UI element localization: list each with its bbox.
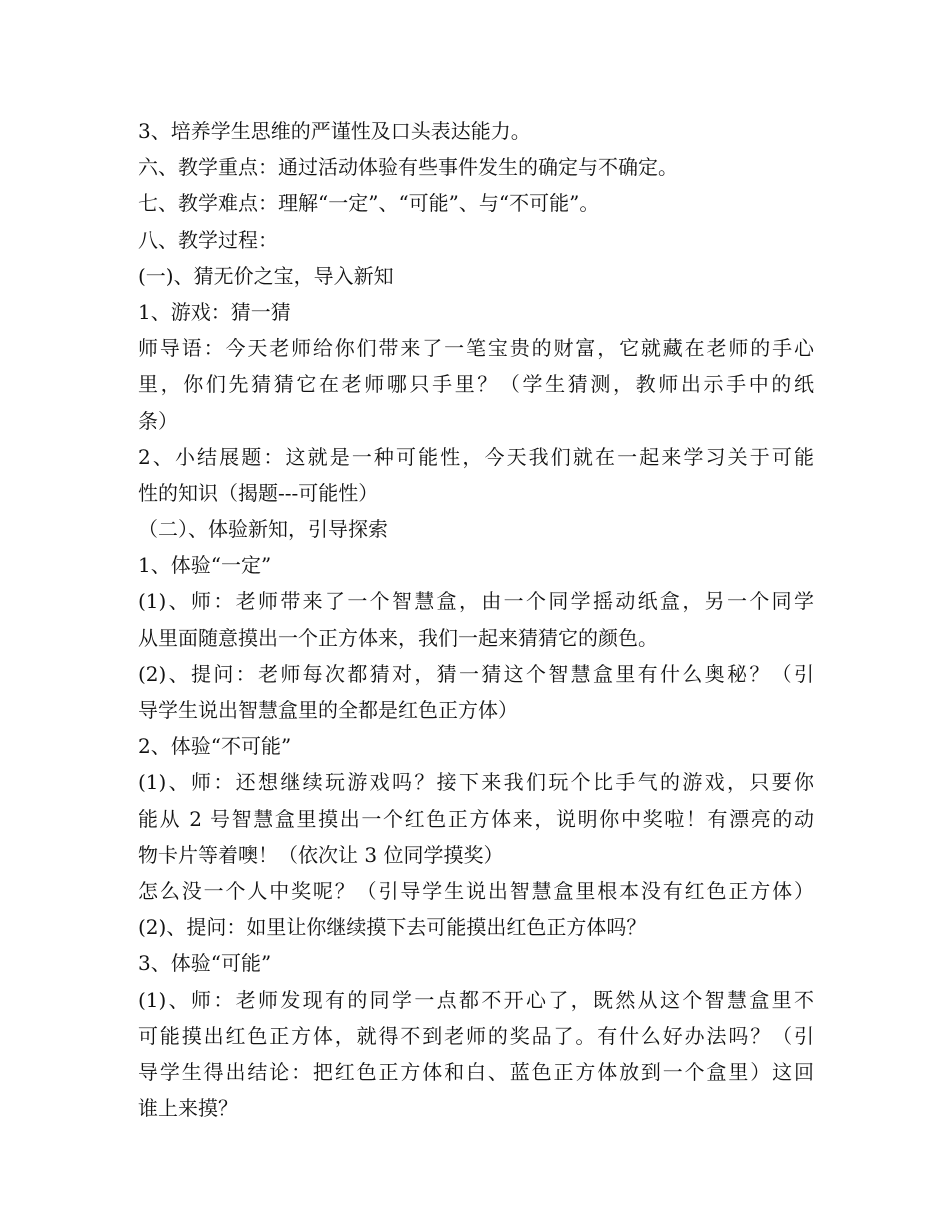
text-line: 性的知识（揭题---可能性） (138, 480, 379, 505)
text-line: 师导语：今天老师给你们带来了一笔宝贵的财富，它就藏在老师的手心 (138, 336, 814, 361)
text-line: (一)、猜无价之宝，导入新知 (138, 263, 394, 288)
text-line: 从里面随意摸出一个正方体来，我们一起来猜猜它的颜色。 (138, 625, 658, 650)
text-line: 2、小结展题：这就是一种可能性，今天我们就在一起来学习关于可能 (138, 444, 814, 469)
text-line: 1、体验“一定” (138, 553, 272, 578)
text-line: 谁上来摸？ (138, 1096, 238, 1121)
text-line: (2)、提问：老师每次都猜对，猜一猜这个智慧盒里有什么奥秘？（引 (138, 661, 814, 686)
text-line: (1)、师：老师带来了一个智慧盒，由一个同学摇动纸盒，另一个同学 (138, 589, 814, 614)
text-line: (1)、师：老师发现有的同学一点都不开心了，既然从这个智慧盒里不 (138, 987, 814, 1012)
text-line: 导学生说出智慧盒里的全都是红色正方体） (138, 698, 518, 722)
text-line: (2)、提问：如里让你继续摸下去可能摸出红色正方体吗？ (138, 915, 647, 940)
text-line: 七、教学难点：理解“一定”、“可能”、与“不可能”。 (138, 191, 600, 216)
text-line: 可能摸出红色正方体，就得不到老师的奖品了。有什么好办法吗？（引 (138, 1023, 814, 1048)
text-line: 条） (138, 408, 178, 433)
text-line: 里，你们先猜猜它在老师哪只手里？（学生猜测，教师出示手中的纸 (138, 372, 814, 397)
text-line: 六、教学重点：通过活动体验有些事件发生的确定与不确定。 (138, 155, 678, 180)
text-line: 3、培养学生思维的严谨性及口头表达能力。 (138, 119, 531, 143)
text-line: 八、教学过程： (138, 227, 278, 252)
document-body (138, 113, 814, 1126)
text-line: 怎么没一个人中奖呢？（引导学生说出智慧盒里根本没有红色正方体） (138, 878, 814, 903)
text-line: 物卡片等着噢！（依次让 3 位同学摸奖） (138, 842, 504, 867)
text-line: 2、体验“不可能” (138, 734, 292, 759)
text-line: 导学生得出结论：把红色正方体和白、蓝色正方体放到一个盒里）这回 (138, 1059, 814, 1084)
text-line: 3、体验“可能” (138, 951, 272, 976)
text-line: （二）、体验新知，引导探索 (138, 517, 388, 542)
text-line: 1、游戏：猜一猜 (138, 299, 291, 324)
text-line: 能从 2 号智慧盒里摸出一个红色正方体来，说明你中奖啦！有漂亮的动 (138, 806, 814, 831)
text-line: (1)、师：还想继续玩游戏吗？接下来我们玩个比手气的游戏，只要你 (138, 770, 814, 795)
